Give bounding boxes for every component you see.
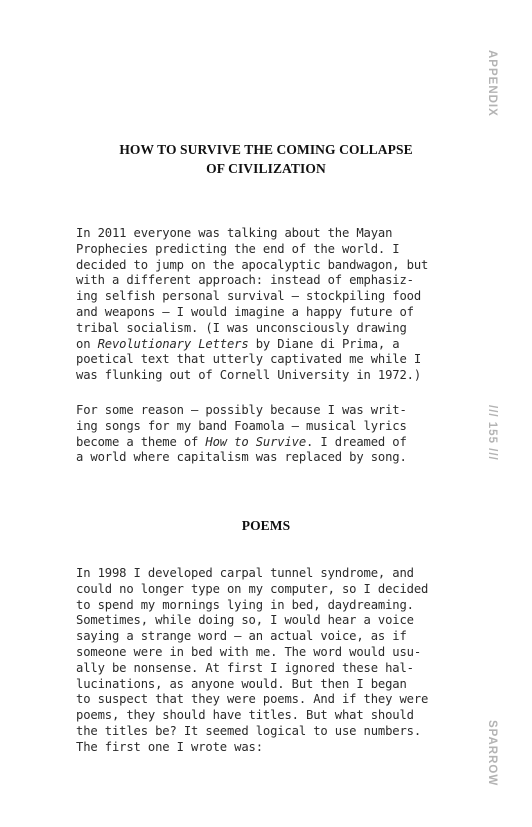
text-line: with a different approach: instead of emphasiz- bbox=[76, 273, 414, 288]
text-line: tribal socialism. (I was unconsciously drawing bbox=[76, 320, 407, 335]
text-line: become a theme of How to Survive. I dreamed of bbox=[76, 434, 407, 449]
section-title-line-2: OF CIVILIZATION bbox=[206, 161, 326, 176]
text-line: ally be nonsense. At first I ignored these hal- bbox=[76, 660, 414, 675]
text-line: In 2011 everyone was talking about the Mayan bbox=[76, 226, 393, 240]
text-line: ing songs for my band Foamola – musical lyrics bbox=[76, 418, 407, 433]
text-line: to spend my mornings lying in bed, daydreaming. bbox=[76, 597, 414, 612]
text-line: a world where capitalism was replaced by song. bbox=[76, 450, 407, 465]
text-line: someone were in bed with me. The word would usu- bbox=[76, 644, 421, 659]
text-line: lucinations, as anyone would. But then I began bbox=[76, 676, 407, 691]
text-line: could no longer type on my computer, so I decided bbox=[76, 581, 429, 596]
running-footer-author: SPARROW bbox=[486, 720, 498, 787]
text-line: The first one I wrote was: bbox=[76, 739, 263, 754]
text-line: saying a strange word – an actual voice, as if bbox=[76, 629, 407, 644]
text-line: Prophecies predicting the end of the world. I bbox=[76, 241, 400, 256]
section-title-how-to-survive bbox=[90, 140, 442, 178]
section-title-poems: POEMS bbox=[241, 518, 291, 533]
section-title-line-1: HOW TO SURVIVE THE COMING COLLAPSE bbox=[119, 142, 413, 157]
italic-title: How to Survive bbox=[205, 434, 306, 449]
text-line: poems, they should have titles. But what should bbox=[76, 708, 414, 723]
page-number: /// 155 /// bbox=[486, 405, 498, 461]
text-line: on Revolutionary Letters by Diane di Prima, a bbox=[76, 336, 400, 351]
text-line: decided to jump on the apocalyptic bandwagon, but bbox=[76, 257, 429, 272]
text-line: ing selfish personal survival – stockpiling food bbox=[76, 289, 421, 304]
body-paragraph-2 bbox=[76, 403, 461, 466]
text-line: was flunking out of Cornell University in 1972.) bbox=[76, 368, 421, 383]
running-header-appendix: APPENDIX bbox=[486, 50, 498, 117]
text-line: poetical text that utterly captivated me while I bbox=[76, 352, 421, 367]
body-paragraph-1 bbox=[76, 226, 461, 384]
text-line: to suspect that they were poems. And if they were bbox=[76, 692, 429, 707]
text-line: the titles be? It seemed logical to use numbers. bbox=[76, 723, 421, 738]
text-line: For some reason – possibly because I was writ- bbox=[76, 403, 407, 417]
body-paragraph-3 bbox=[76, 566, 461, 756]
italic-title: Revolutionary Letters bbox=[97, 336, 249, 351]
text-line: Sometimes, while doing so, I would hear a voice bbox=[76, 613, 414, 628]
text-line: In 1998 I developed carpal tunnel syndrome, and bbox=[76, 566, 414, 580]
text-line: and weapons – I would imagine a happy future of bbox=[76, 304, 414, 319]
